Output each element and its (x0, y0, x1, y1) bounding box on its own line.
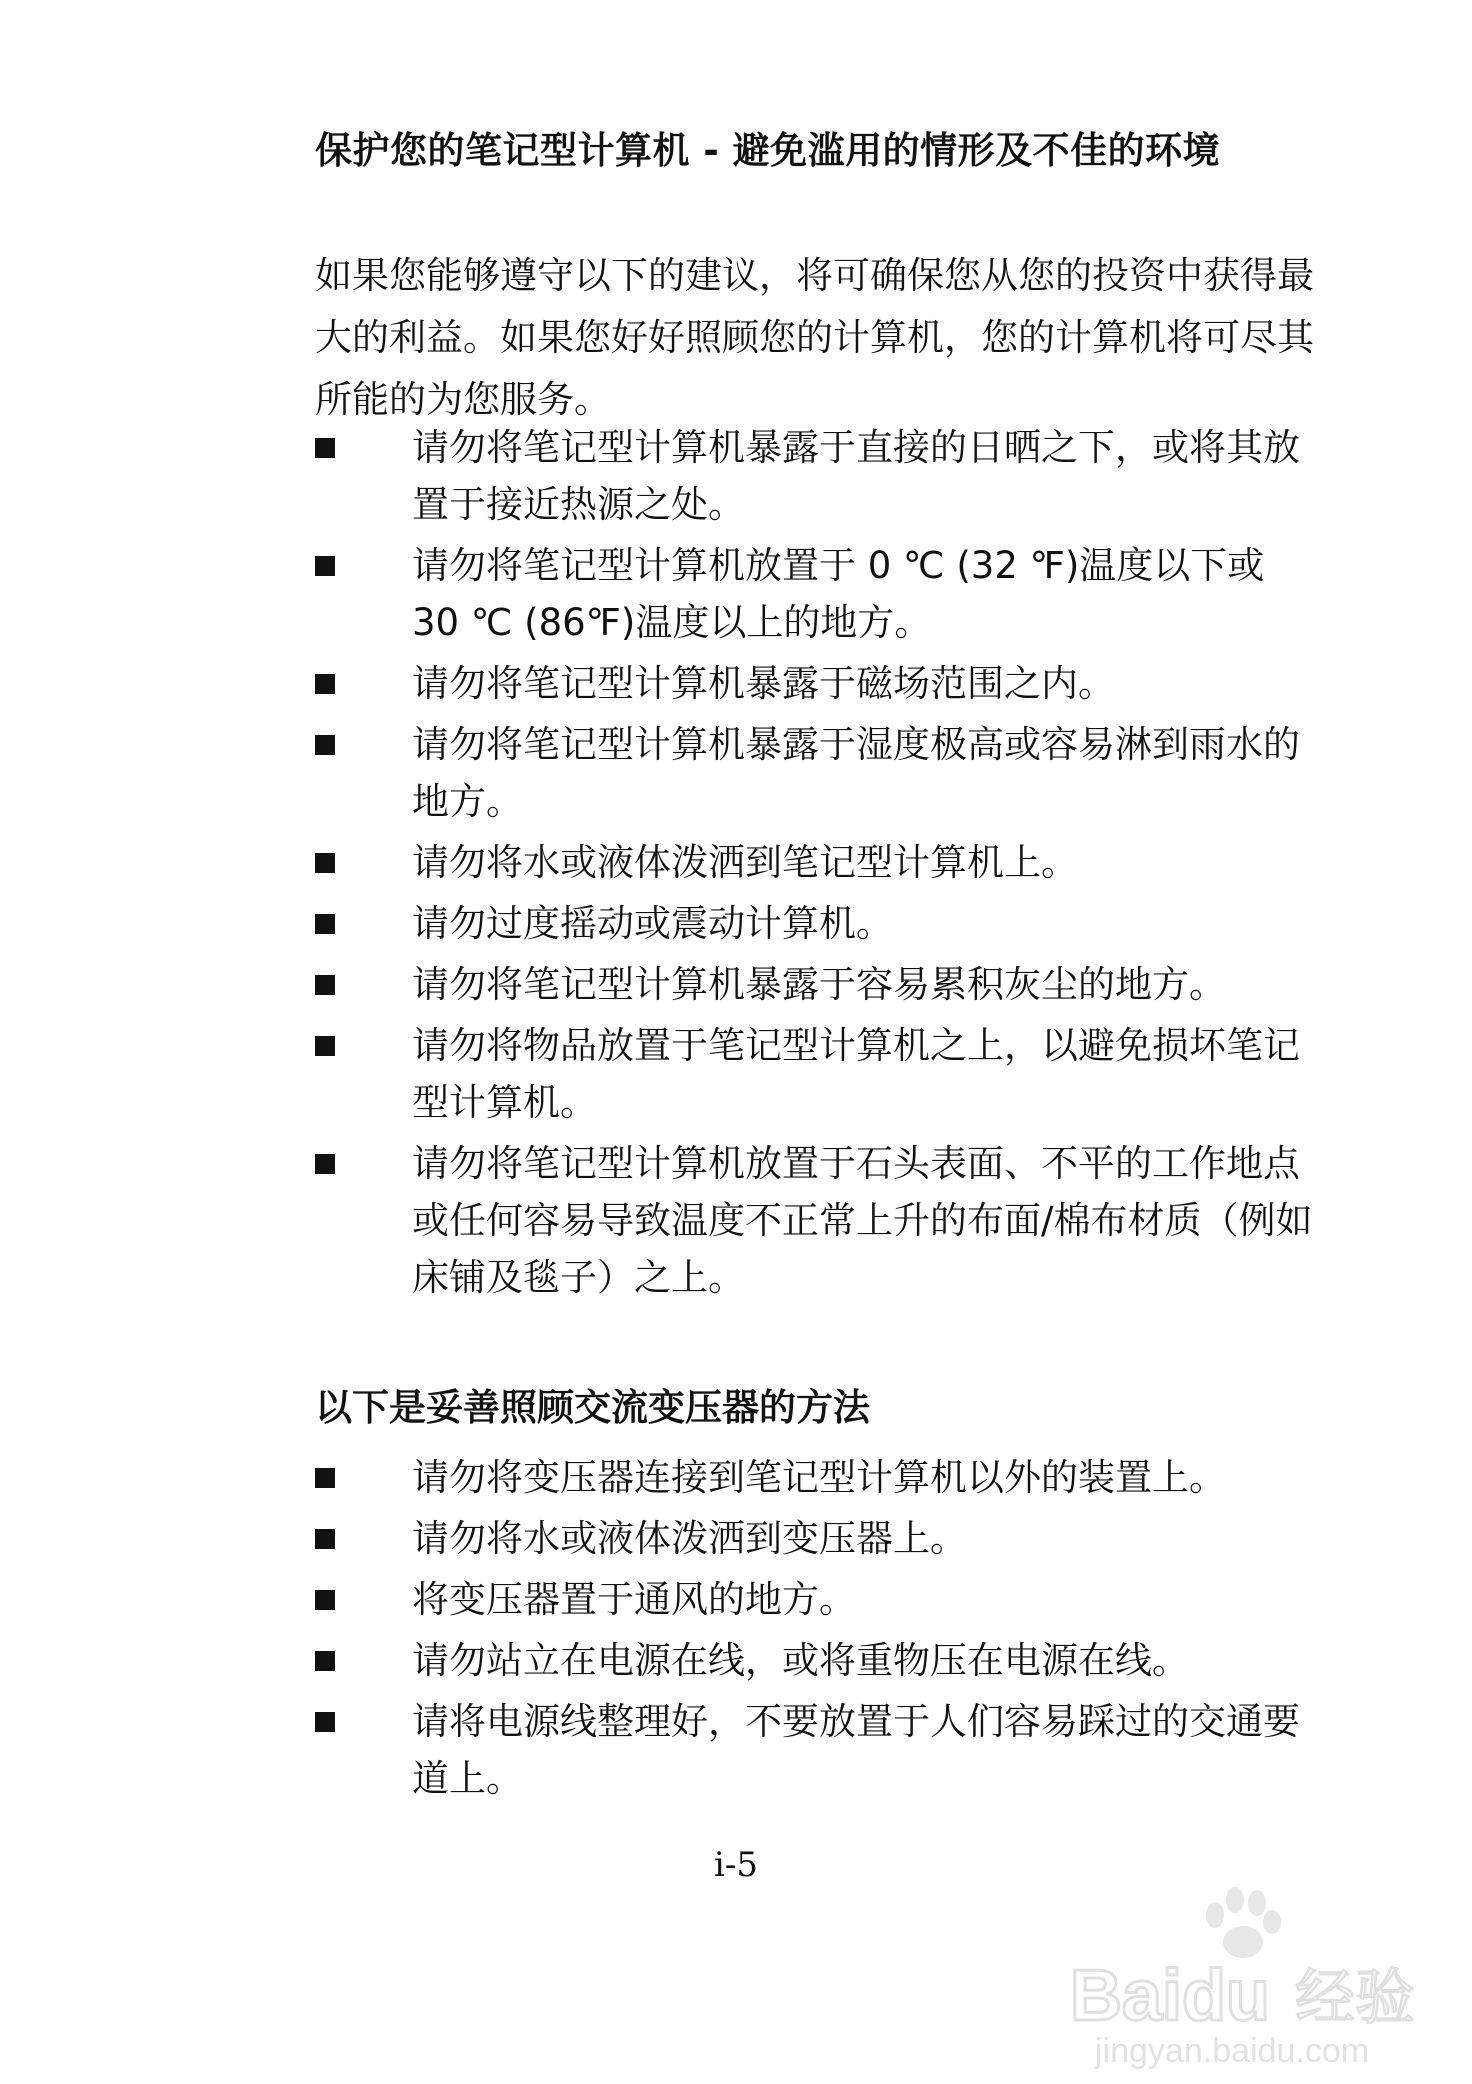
list-item (0, 419, 1317, 533)
list-item-text: 请勿站立在电源在线，或将重物压在电源在线。 (412, 1639, 1189, 1682)
adapter-care-list (0, 1449, 1472, 1811)
list-item (0, 1449, 1317, 1506)
list-item (0, 834, 1317, 891)
list-item-text: 请勿将变压器连接到笔记型计算机以外的装置上。 (412, 1456, 1226, 1499)
list-item-text: 将变压器置于通风的地方。 (412, 1578, 856, 1621)
square-bullet-icon (315, 914, 335, 934)
square-bullet-icon (315, 1468, 335, 1488)
list-item (0, 956, 1317, 1013)
square-bullet-icon (315, 438, 335, 458)
list-item-text: 请勿将笔记型计算机暴露于直接的日晒之下，或将其放置于接近热源之处。 (412, 426, 1300, 526)
square-bullet-icon (315, 1036, 335, 1056)
square-bullet-icon (315, 1154, 335, 1174)
paw-icon (1206, 1887, 1281, 1958)
list-item (0, 895, 1317, 952)
list-item (0, 655, 1317, 712)
page-heading: 保护您的笔记型计算机 - 避免滥用的情形及不佳的环境 (315, 129, 1221, 172)
list-item-text: 请勿将水或液体泼洒到笔记型计算机上。 (412, 841, 1078, 884)
environment-precautions-list (0, 419, 1472, 1310)
list-item-text: 请勿将笔记型计算机暴露于容易累积灰尘的地方。 (412, 963, 1226, 1006)
square-bullet-icon (315, 1529, 335, 1549)
adapter-section-heading: 以下是妥善照顾交流变压器的方法 (315, 1386, 870, 1429)
list-item-text: 请勿将笔记型计算机放置于石头表面、不平的工作地点或任何容易导致温度不正常上升的布面/棉布材质（例如床铺及毯子）之上。 (412, 1142, 1313, 1299)
list-item-text: 请勿过度摇动或震动计算机。 (412, 902, 893, 945)
watermark-brand-cn: 经验 (1295, 1963, 1415, 2033)
square-bullet-icon (315, 853, 335, 873)
list-item-text: 请勿将笔记型计算机暴露于湿度极高或容易淋到雨水的地方。 (412, 723, 1300, 823)
page-number: i-5 (714, 1845, 758, 1885)
list-item (0, 1135, 1317, 1306)
list-item-text: 请勿将水或液体泼洒到变压器上。 (412, 1517, 967, 1560)
square-bullet-icon (315, 975, 335, 995)
intro-paragraph: 如果您能够遵守以下的建议，将可确保您从您的投资中获得最大的利益。如果您好好照顾您的计算机，您的计算机将可尽其所能的为您服务。 (315, 254, 1314, 421)
square-bullet-icon (315, 1590, 335, 1610)
list-item (0, 1510, 1317, 1567)
list-item (0, 1693, 1317, 1807)
watermark-url: jingyan.baidu.com (1095, 2032, 1370, 2070)
list-item (0, 716, 1317, 830)
list-item-text: 请将电源线整理好，不要放置于人们容易踩过的交通要道上。 (412, 1700, 1300, 1800)
square-bullet-icon (315, 1651, 335, 1671)
watermark-brand: Baidu (1070, 1956, 1271, 2036)
square-bullet-icon (315, 674, 335, 694)
list-item (0, 1017, 1317, 1131)
list-item-text: 请勿将笔记型计算机放置于 0 ℃ (32 ℉)温度以下或 30 ℃ (86℉)温度以上的地方。 (412, 544, 1265, 644)
list-item-text: 请勿将物品放置于笔记型计算机之上，以避免损坏笔记型计算机。 (412, 1024, 1300, 1124)
baidu-jingyan-watermark (1050, 1870, 1450, 2070)
square-bullet-icon (315, 735, 335, 755)
square-bullet-icon (315, 1712, 335, 1732)
list-item (0, 537, 1317, 651)
list-item (0, 1632, 1317, 1689)
square-bullet-icon (315, 556, 335, 576)
list-item-text: 请勿将笔记型计算机暴露于磁场范围之内。 (412, 662, 1115, 705)
list-item (0, 1571, 1317, 1628)
